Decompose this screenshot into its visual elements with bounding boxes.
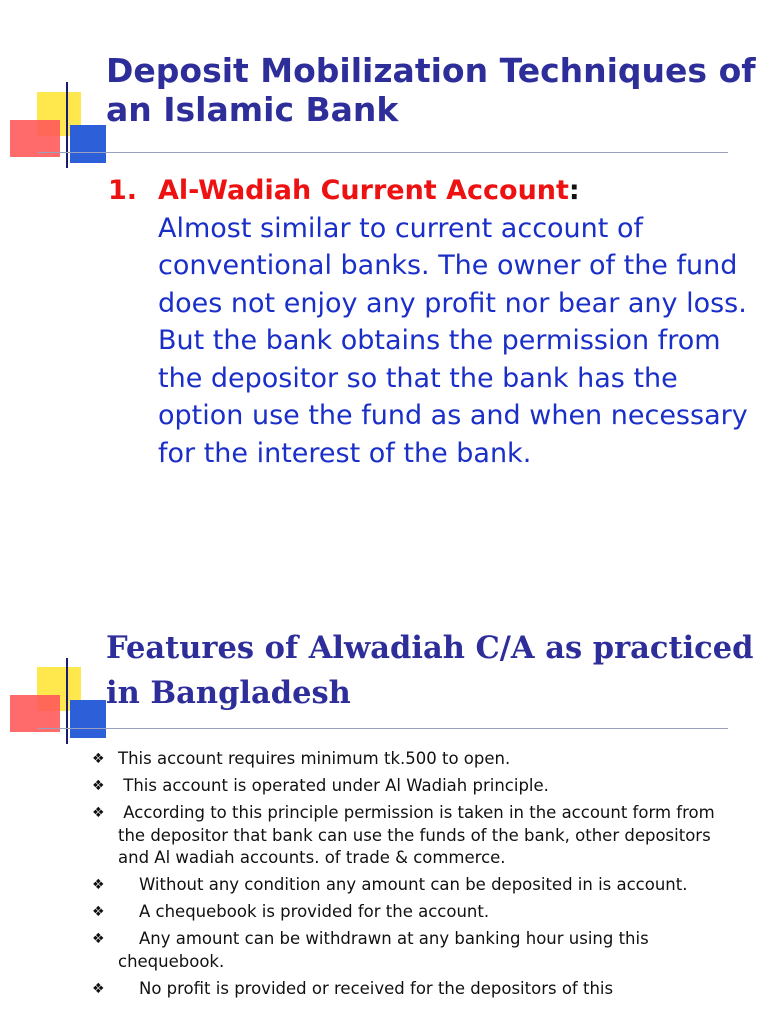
deco-vertical-line — [66, 658, 68, 744]
numbered-item — [108, 172, 748, 472]
feature-text: Any amount can be withdrawn at any banking hour using this chequebook. — [118, 929, 654, 971]
deco-horizontal-line — [38, 152, 728, 153]
diamond-bullet-icon: ❖ — [92, 877, 105, 893]
deco-red-rect — [10, 695, 60, 732]
list-item — [92, 748, 732, 771]
deco-horizontal-line — [38, 728, 728, 729]
diamond-bullet-icon: ❖ — [92, 980, 105, 997]
diamond-bullet-icon: ❖ — [92, 931, 105, 947]
diamond-bullet-icon: ❖ — [92, 904, 105, 920]
list-item — [92, 802, 732, 870]
diamond-bullet-icon: ❖ — [92, 805, 105, 821]
diamond-bullet-icon: ❖ — [92, 751, 105, 767]
diamond-bullet-icon: ❖ — [92, 778, 105, 794]
feature-text: This account requires minimum tk.500 to open. — [118, 749, 511, 768]
feature-text: A chequebook is provided for the account. — [118, 902, 490, 921]
list-item — [92, 978, 732, 1001]
item-number: 1. — [108, 175, 138, 206]
item-heading: Al-Wadiah Current Account — [158, 175, 569, 206]
item-colon: : — [568, 175, 580, 206]
feature-text: This account is operated under Al Wadiah principle. — [118, 776, 549, 795]
feature-text: Without any condition any amount can be deposited in is account. — [118, 875, 688, 894]
list-item — [92, 775, 732, 798]
features-title: Features of Alwadiah C/A as practiced in Bangladesh — [106, 630, 754, 711]
feature-text: No profit is provided or received for the depositors of this — [118, 978, 614, 998]
list-item — [92, 928, 732, 973]
deco-blue-square — [70, 700, 106, 738]
deco-vertical-line — [66, 82, 68, 168]
deco-blue-square — [70, 125, 106, 163]
slide-title: Deposit Mobilization Techniques of an Islamic Bank — [106, 51, 756, 129]
list-item — [92, 901, 732, 924]
list-item — [92, 874, 732, 897]
item-description: Almost similar to current account of conventional banks. The owner of the fund does not enjoy any profit nor bear any loss. But the bank obtains the permission from the depositor so that the bank has the option use the fund as and when necessary for the interest of the bank. — [158, 212, 748, 469]
features-list — [92, 748, 732, 1005]
feature-text: According to this principle permission is taken in the account form from the depositor that bank can use the funds of the bank, other depositors and Al wadiah accounts. of trade & commerce. — [118, 803, 720, 867]
